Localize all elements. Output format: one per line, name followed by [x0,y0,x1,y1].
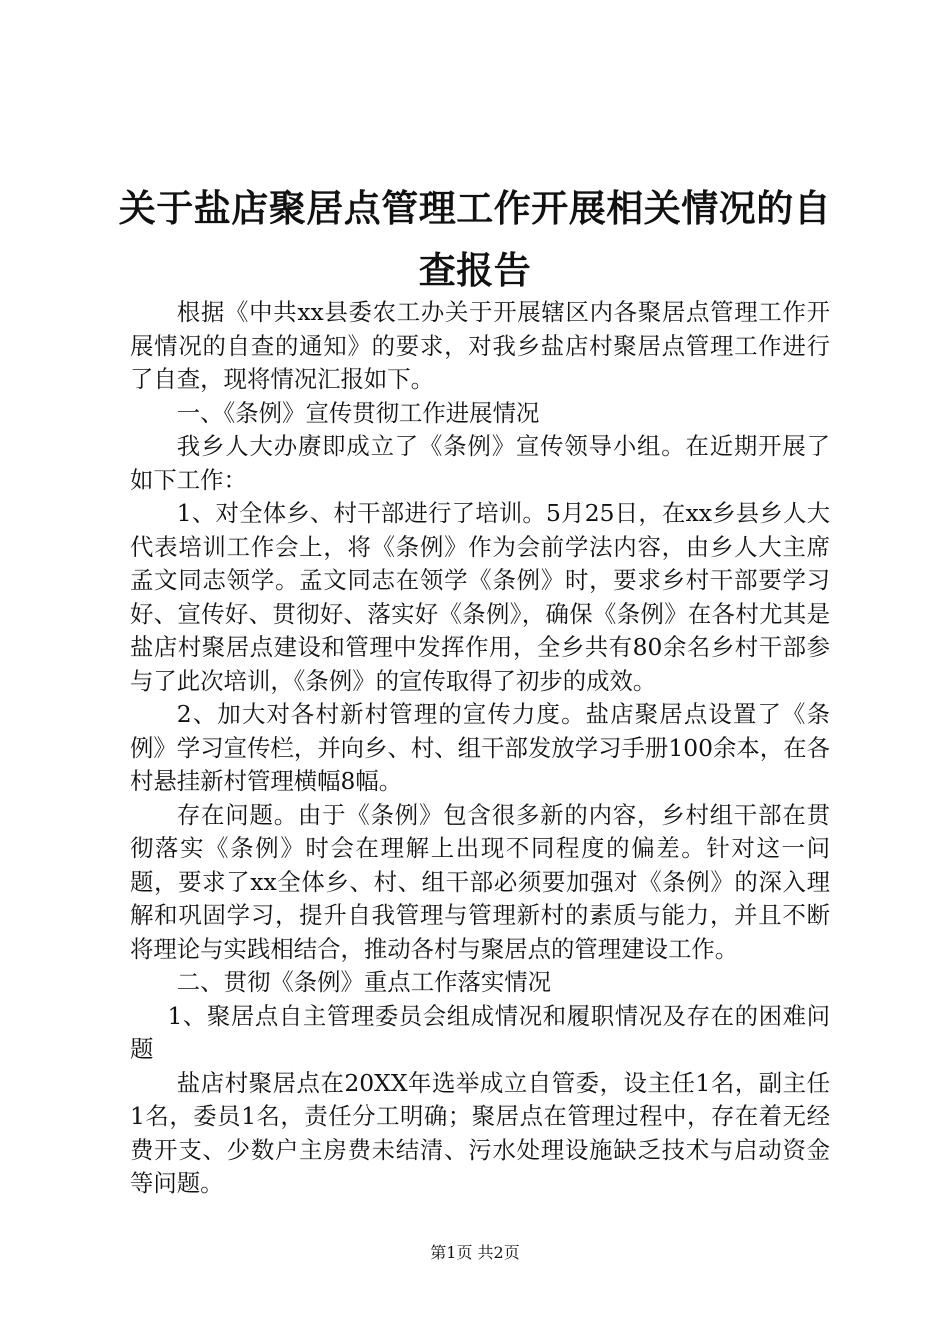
paragraph-training: 1、对全体乡、村干部进行了培训。5月25日，在xx乡县乡人大代表培训工作会上，将《条例》作为会前学法内容，由乡人大主席孟文同志领学。孟文同志在领学《条例》时，要求乡村干部要学习好、宣传好、贯彻好、落实好《条例》，确保《条例》在各村尤其是盐店村聚居点建设和管理中发挥作用，全乡共有80余名乡村干部参与了此次培训，《条例》的宣传取得了初步的成效。 [130,499,830,695]
section-heading-2: 二、贯彻《条例》重点工作落实情况 [176,968,552,996]
paragraph-problems: 存在问题。由于《条例》包含很多新的内容，乡村组干部在贯彻落实《条例》时会在理解上出现不同程度的偏差。针对这一问题，要求了xx全体乡、村、组干部必须要加强对《条例》的深入理解和巩固学习，提升自我管理与管理新村的素质与能力，并且不断将理论与实践相结合，推动各村与聚居点的管理建设工作。 [130,800,830,963]
page-number: 第1页 共2页 [430,1243,520,1262]
paragraph-intro: 根据《中共xx县委农工办关于开展辖区内各聚居点管理工作开展情况的自查的通知》的要求，对我乡盐店村聚居点管理工作进行了自查，现将情况汇报如下。 [130,298,830,393]
paragraph-committee: 盐店村聚居点在20XX年选举成立自管委，设主任1名，副主任1名，委员1名，责任分工明确；聚居点在管理过程中，存在着无经费开支、少数户主房费未结清、污水处理设施缺乏技术与启动资金等问题。 [130,1068,830,1197]
paragraph-leadership-group: 我乡人大办赓即成立了《条例》宣传领导小组。在近期开展了如下工作： [130,432,830,494]
paragraph-publicity: 2、加大对各村新村管理的宣传力度。盐店聚居点设置了《条例》学习宣传栏，并向乡、村、组干部发放学习手册100余本，在各村悬挂新村管理横幅8幅。 [130,700,830,795]
subsection-heading-1: 1、聚居点自主管理委员会组成情况和履职情况及存在的困难问题 [130,1001,830,1063]
document-body [130,296,830,1201]
document-title: 关于盐店聚居点管理工作开展相关情况的自查报告 [118,187,832,292]
section-heading-1: 一、《条例》宣传贯彻工作进展情况 [176,398,540,427]
